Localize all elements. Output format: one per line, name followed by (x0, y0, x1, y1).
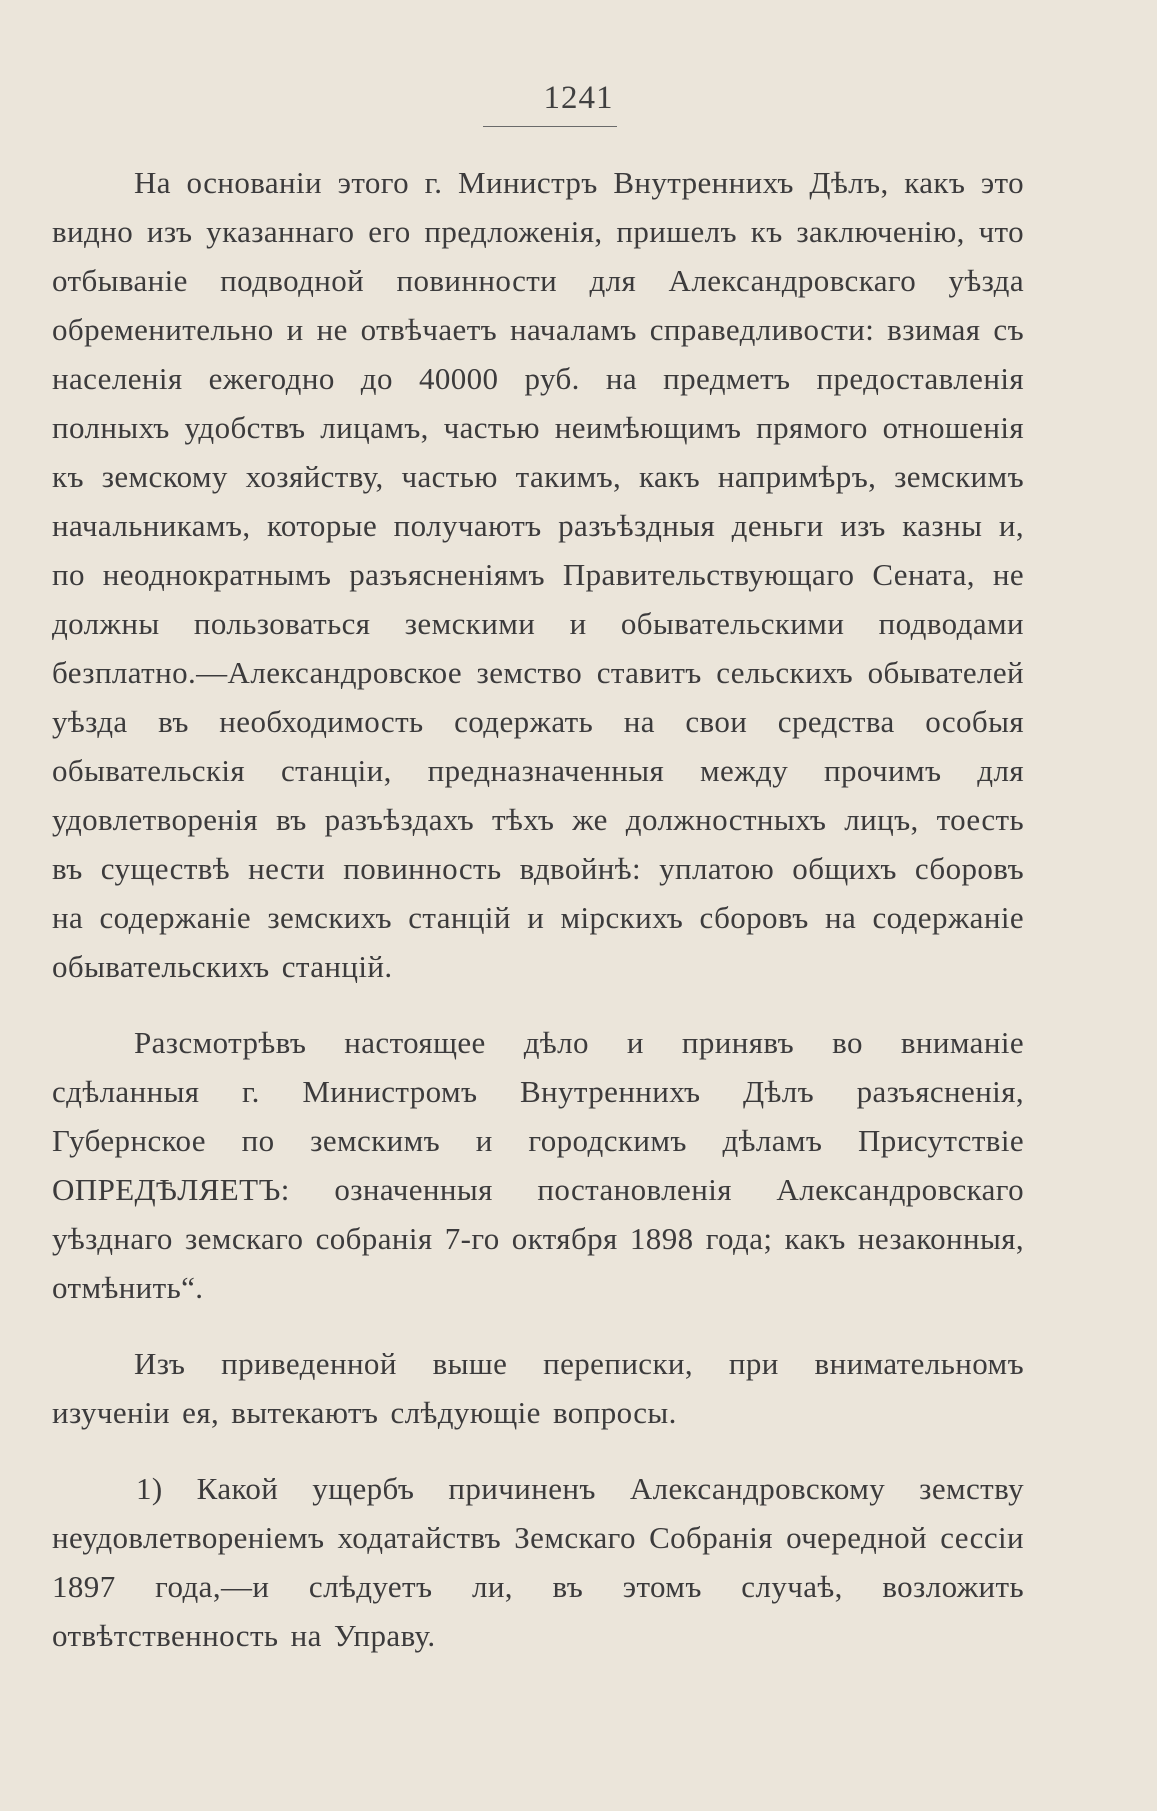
page-number: 1241 (543, 80, 614, 116)
header-rule (483, 126, 617, 127)
paragraph-questions-intro: Изъ приведенной выше переписки, при внимательномъ изученіи ея, вытекаютъ слѣдующіе вопросы. (52, 1346, 1024, 1430)
paragraph-ministry-conclusion: На основаніи этого г. Министръ Внутреннихъ Дѣлъ, какъ это видно изъ указаннаго его предложенія, пришелъ къ заключенію, что отбываніе подводной повинности для Александровскаго уѣзда обременительно и не отвѣчаетъ началамъ справедливости: взимая съ населенія ежегодно до 40000 руб. на предметъ предоставленія полныхъ удобствъ лицамъ, частью неимѣющимъ прямого отношенія къ земскому хозяйству, частью такимъ, какъ напримѣръ, земскимъ начальникамъ, которые получаютъ разъѣздныя деньги изъ казны и, по неоднократнымъ разъясненіямъ Правительствующаго Сената, не должны пользоваться земскими и обывательскими подводами безплатно.—Александровское земство ставитъ сельскихъ обывателей уѣзда въ необходимость содержать на свои средства особыя обывательскія станціи, предназначенныя между прочимъ для удовлетворенія въ разъѣздахъ тѣхъ же должностныхъ лицъ, тоесть въ существѣ нести повинность вдвойнѣ: уплатою общихъ сборовъ на содержаніе земскихъ станцій и мірскихъ сборовъ на содержаніе обывательскихъ станцій. (52, 165, 1024, 984)
body-text (52, 158, 1024, 1660)
paragraph-decision: Разсмотрѣвъ настоящее дѣло и принявъ во вниманіе сдѣланныя г. Министромъ Внутреннихъ Дѣлъ разъясненія, Губернское по земскимъ и городскимъ дѣламъ Присутствіе ОПРЕДѢЛЯЕТЪ: означенныя постановленія Александровскаго уѣзднаго земскаго собранія 7-го октября 1898 года; какъ незаконныя, отмѣнить“. (52, 1025, 1024, 1305)
paragraph-question-1: 1) Какой ущербъ причиненъ Александровскому земству неудовлетвореніемъ ходатайствъ Земскаго Собранія очередной сессіи 1897 года,—и слѣдуетъ ли, въ этомъ случаѣ, возложить отвѣтственность на Управу. (52, 1471, 1024, 1653)
